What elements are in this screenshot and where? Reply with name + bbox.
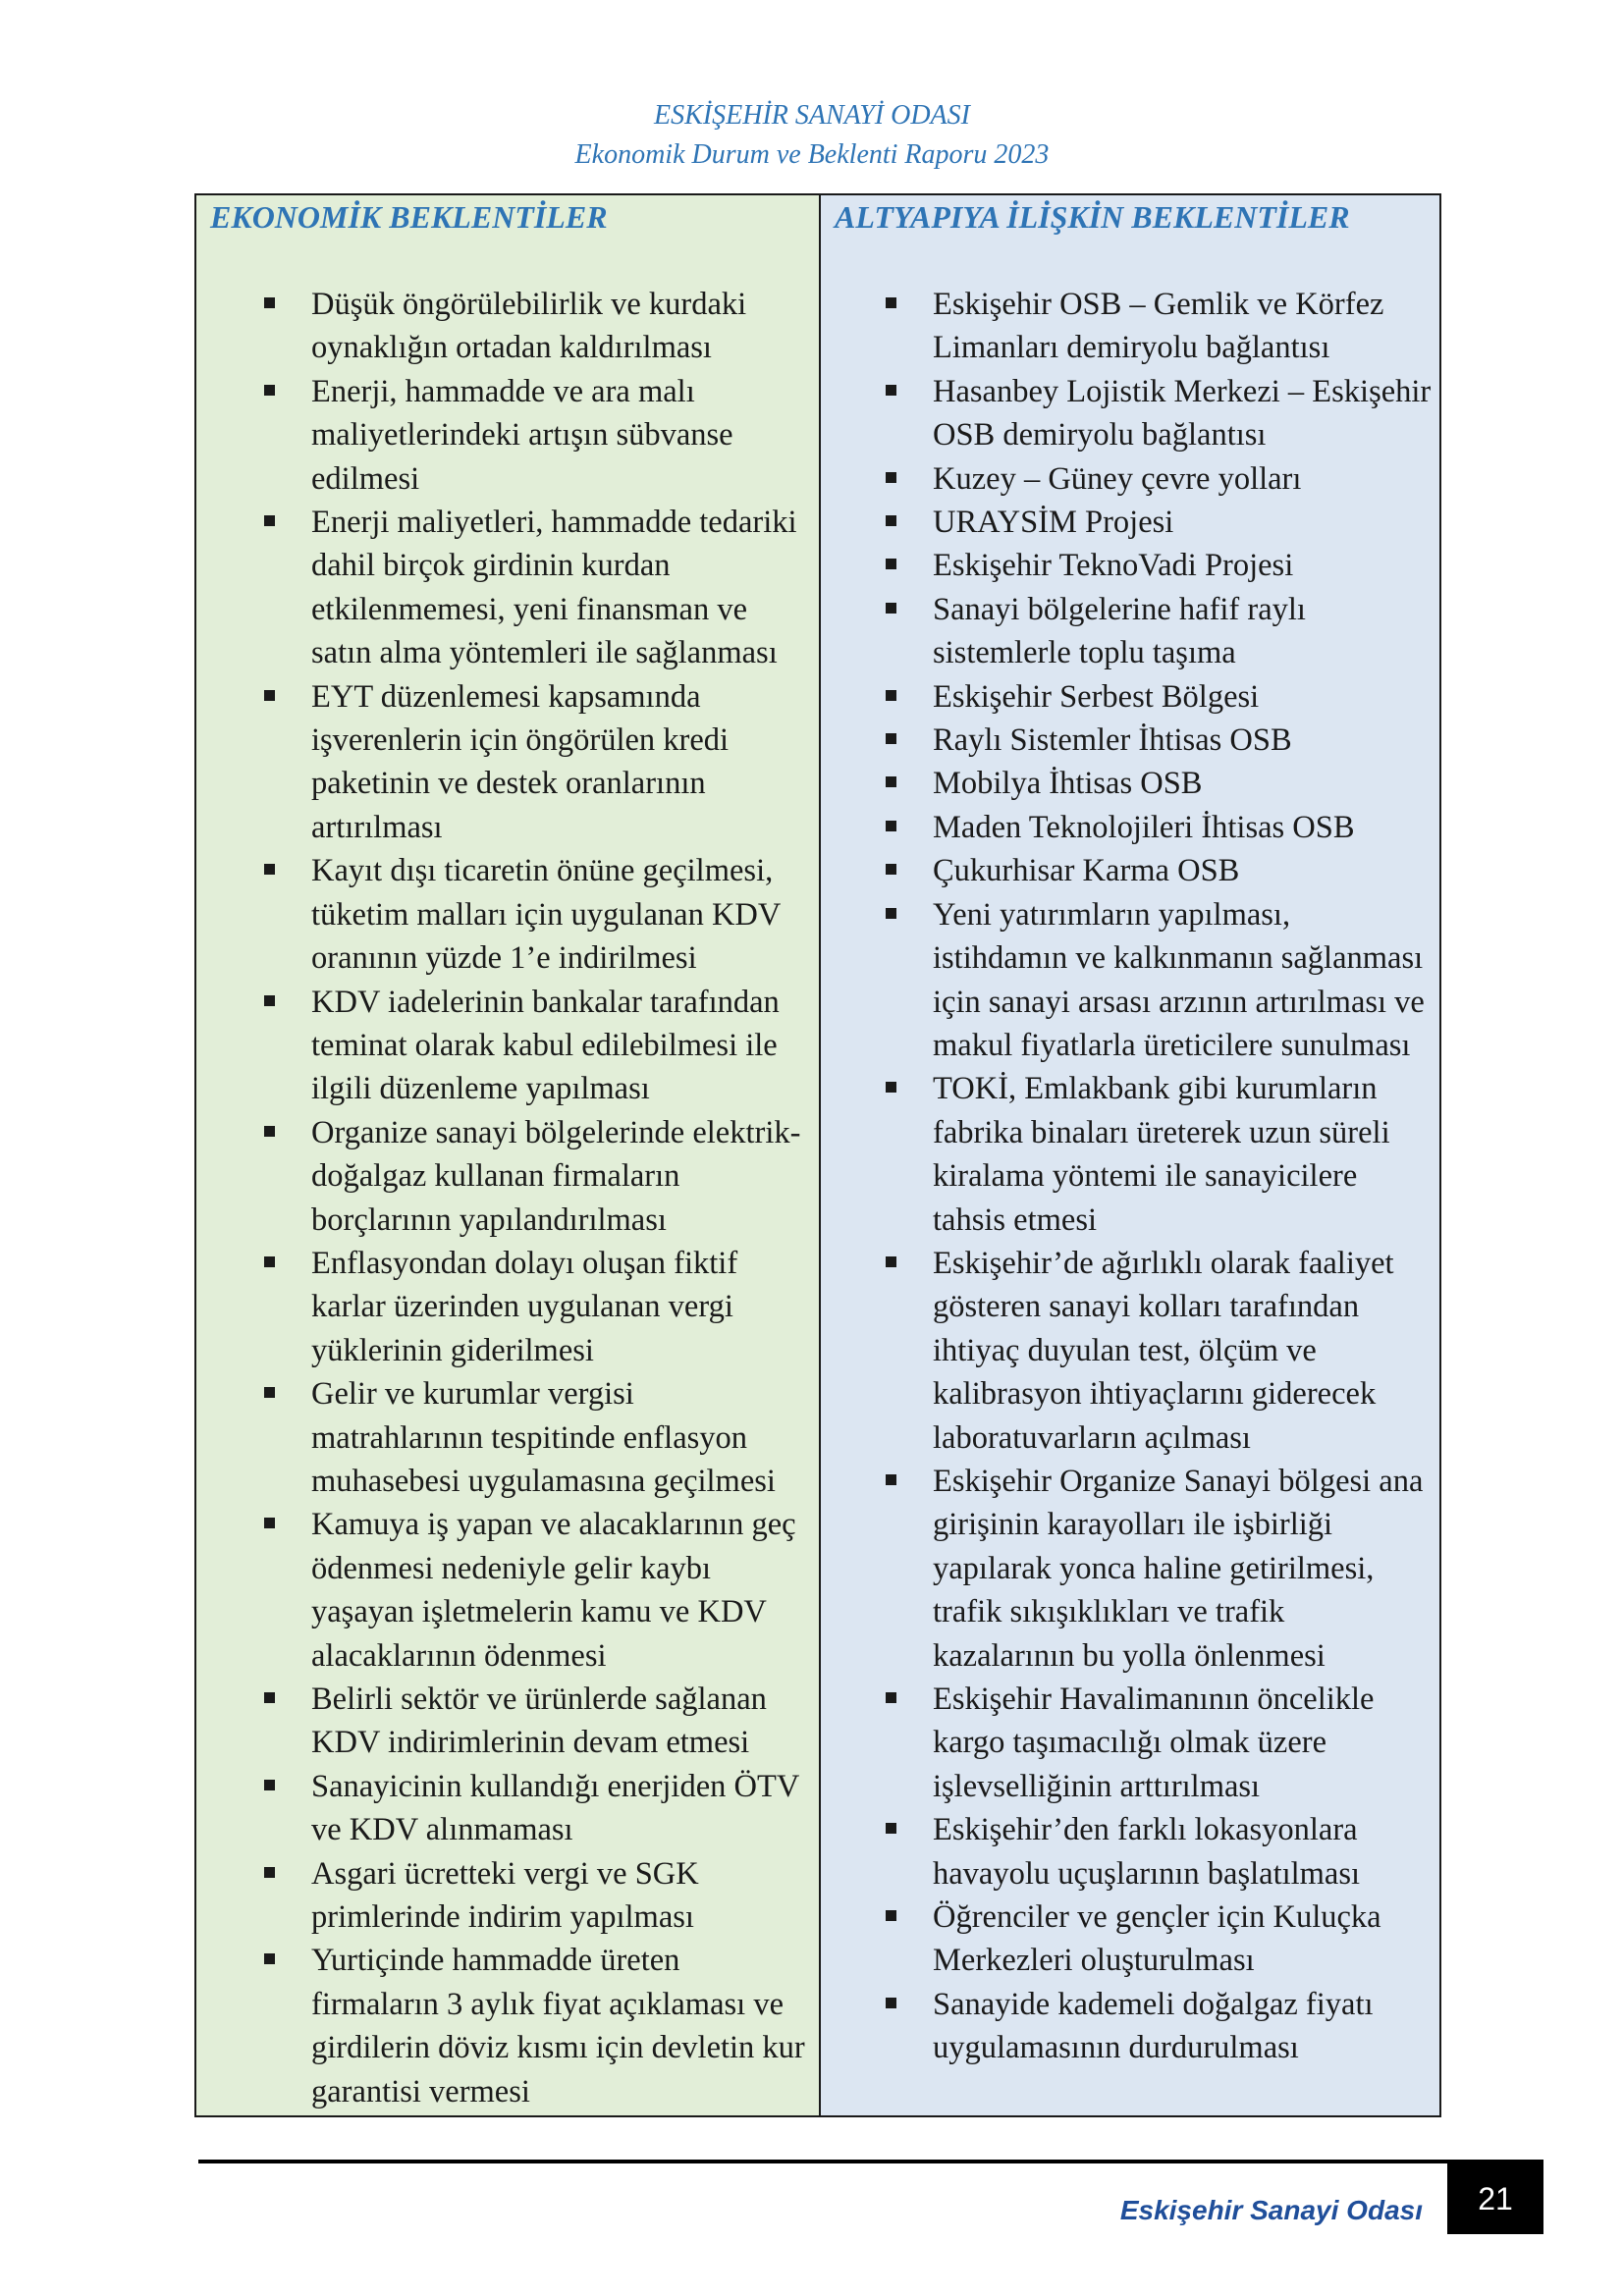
infrastructure-expectations-title: ALTYAPIYA İLİŞKİN BEKLENTİLER: [835, 199, 1350, 235]
list-item: [821, 1242, 1439, 1460]
list-item-text: Raylı Sistemler İhtisas OSB: [933, 722, 1292, 759]
list-item: [196, 501, 819, 675]
list-item-text: Eskişehir’de ağırlıklı olarak faaliyet gösteren sanayi kolları tarafından ihtiyaç duyulan test, ölçüm ve kalibrasyon ihtiyaçlarını giderecek laboratuvarların açılması: [933, 1245, 1394, 1456]
list-item-text: Organize sanayi bölgelerinde elektrik-doğalgaz kullanan firmaların borçlarının yapılandırılması: [311, 1114, 801, 1238]
list-item: [821, 1460, 1439, 1678]
header-report-title: Ekonomik Durum ve Beklenti Raporu 2023: [574, 139, 1050, 170]
list-item-text: Maden Teknolojileri İhtisas OSB: [933, 809, 1355, 845]
list-item: [196, 1503, 819, 1678]
square-bullet-icon: [264, 1867, 275, 1878]
list-item-text: Eskişehir’den farklı lokasyonlara havayolu uçuşlarının başlatılması: [933, 1812, 1361, 1892]
square-bullet-icon: [886, 385, 896, 396]
square-bullet-icon: [264, 1692, 275, 1703]
list-item: [196, 981, 819, 1111]
list-item: [821, 806, 1439, 849]
square-bullet-icon: [886, 1474, 896, 1485]
list-item: [821, 893, 1439, 1068]
square-bullet-icon: [886, 864, 896, 875]
list-item-text: Düşük öngörülebilirlik ve kurdaki oynaklığın ortadan kaldırılması: [311, 287, 747, 366]
square-bullet-icon: [886, 908, 896, 919]
square-bullet-icon: [264, 995, 275, 1006]
square-bullet-icon: [886, 1910, 896, 1921]
economic-expectations-list: [196, 283, 819, 2113]
square-bullet-icon: [264, 515, 275, 526]
expectations-table: [194, 193, 1441, 2117]
list-item: [196, 1111, 819, 1242]
list-item: [821, 501, 1439, 544]
list-item-text: TOKİ, Emlakbank gibi kurumların fabrika binaları üreterek uzun süreli kiralama yöntemi ile sanayicilere tahsis etmesi: [933, 1071, 1390, 1238]
list-item-text: Eskişehir Havalimanının öncelikle kargo taşımacılığı olmak üzere işlevselliğinin arttırılması: [933, 1682, 1375, 1804]
list-item-text: Enerji, hammadde ve ara malı maliyetlerindeki artışın sübvanse edilmesi: [311, 373, 733, 497]
list-item-text: EYT düzenlemesi kapsamında işverenlerin için öngörülen kredi paketinin ve destek oranlarının artırılması: [311, 678, 730, 845]
square-bullet-icon: [886, 1256, 896, 1267]
square-bullet-icon: [264, 690, 275, 701]
list-item: [821, 1678, 1439, 1808]
header-organization: ESKİŞEHİR SANAYİ ODASI: [654, 100, 970, 131]
page-header: [0, 96, 1624, 175]
square-bullet-icon: [886, 515, 896, 526]
economic-expectations-column: [196, 195, 821, 2115]
list-item-text: Eskişehir TeknoVadi Projesi: [933, 548, 1294, 584]
list-item-text: Mobilya İhtisas OSB: [933, 766, 1203, 802]
list-item: [196, 283, 819, 370]
list-item-text: Enflasyondan dolayı oluşan fiktif karlar üzerinden uygulanan vergi yüklerinin giderilmesi: [311, 1245, 738, 1368]
economic-expectations-title: EKONOMİK BEKLENTİLER: [210, 199, 608, 235]
list-item-text: Yeni yatırımların yapılması, istihdamın ve kalkınmanın sağlanması için sanayi arsası arzının artırılması ve makul fiyatlarla üreticilere sunulması: [933, 896, 1425, 1063]
list-item-text: Enerji maliyetleri, hammadde tedariki dahil birçok girdinin kurdan etkilenmemesi, yeni finansman ve satın alma yöntemleri ile sağlanması: [311, 505, 797, 671]
square-bullet-icon: [264, 1387, 275, 1398]
square-bullet-icon: [886, 733, 896, 744]
list-item: [196, 1939, 819, 2113]
list-item: [821, 1808, 1439, 1896]
list-item: [196, 1242, 819, 1372]
list-item: [196, 1372, 819, 1503]
list-item-text: URAYSİM Projesi: [933, 505, 1174, 541]
list-item-text: Öğrenciler ve gençler için Kuluçka Merkezleri oluşturulması: [933, 1899, 1381, 1979]
square-bullet-icon: [886, 690, 896, 701]
square-bullet-icon: [886, 1692, 896, 1703]
square-bullet-icon: [886, 821, 896, 831]
list-item-text: Sanayicinin kullandığı enerjiden ÖTV ve KDV alınmaması: [311, 1768, 799, 1848]
infrastructure-expectations-column: [821, 195, 1439, 2115]
list-item: [821, 1896, 1439, 1983]
list-item-text: Sanayi bölgelerine hafif raylı sistemlerle toplu taşıma: [933, 591, 1306, 671]
list-item: [196, 1765, 819, 1852]
square-bullet-icon: [264, 1780, 275, 1790]
square-bullet-icon: [886, 559, 896, 569]
list-item-text: Sanayide kademeli doğalgaz fiyatı uygulamasının durdurulması: [933, 1986, 1374, 2066]
list-item: [821, 719, 1439, 762]
list-item-text: Kuzey – Güney çevre yolları: [933, 460, 1302, 497]
square-bullet-icon: [264, 864, 275, 875]
square-bullet-icon: [264, 1953, 275, 1964]
list-item: [821, 1067, 1439, 1242]
square-bullet-icon: [886, 1998, 896, 2008]
list-item: [821, 544, 1439, 587]
page-number: 21: [1447, 2163, 1543, 2234]
list-item: [196, 1852, 819, 1940]
list-item: [821, 457, 1439, 501]
square-bullet-icon: [264, 1256, 275, 1267]
list-item-text: Kamuya iş yapan ve alacaklarının geç ödenmesi nedeniyle gelir kaybı yaşayan işletmelerin kamu ve KDV alacaklarının ödenmesi: [311, 1507, 796, 1674]
list-item-text: Belirli sektör ve ürünlerde sağlanan KDV indirimlerinin devam etmesi: [311, 1682, 767, 1761]
footer-divider: [198, 2160, 1543, 2163]
square-bullet-icon: [886, 1823, 896, 1834]
list-item: [196, 370, 819, 501]
list-item-text: Eskişehir Organize Sanayi bölgesi ana girişinin karayolları ile işbirliği yapılarak yonca haline getirilmesi, trafik sıkışıklıkları ve trafik kazalarının bu yolla önlenmesi: [933, 1463, 1424, 1674]
infrastructure-expectations-list: [821, 283, 1439, 2070]
list-item-text: Çukurhisar Karma OSB: [933, 853, 1240, 889]
list-item-text: Eskişehir Serbest Bölgesi: [933, 678, 1260, 715]
square-bullet-icon: [886, 472, 896, 483]
list-item: [196, 675, 819, 850]
square-bullet-icon: [886, 603, 896, 614]
list-item: [196, 1678, 819, 1765]
list-item-text: Eskişehir OSB – Gemlik ve Körfez Limanları demiryolu bağlantısı: [933, 287, 1384, 366]
square-bullet-icon: [886, 776, 896, 787]
list-item-text: Yurtiçinde hammadde üreten firmaların 3 aylık fiyat açıklaması ve girdilerin döviz kısmı için devletin kur garantisi vermesi: [311, 1943, 805, 2109]
list-item: [196, 849, 819, 980]
list-item: [821, 762, 1439, 805]
square-bullet-icon: [264, 385, 275, 396]
list-item: [821, 588, 1439, 675]
square-bullet-icon: [264, 1518, 275, 1528]
footer-organization: Eskişehir Sanayi Odası: [1119, 2195, 1423, 2225]
list-item: [821, 849, 1439, 892]
list-item-text: Gelir ve kurumlar vergisi matrahlarının tespitinde enflasyon muhasebesi uygulamasına geçilmesi: [311, 1376, 776, 1499]
list-item-text: Asgari ücretteki vergi ve SGK primlerinde indirim yapılması: [311, 1855, 699, 1936]
list-item-text: Hasanbey Lojistik Merkezi – Eskişehir OSB demiryolu bağlantısı: [933, 373, 1432, 454]
list-item-text: Kayıt dışı ticaretin önüne geçilmesi, tüketim malları için uygulanan KDV oranının yüzde 1’e indirilmesi: [311, 853, 781, 977]
square-bullet-icon: [264, 297, 275, 308]
list-item: [821, 1983, 1439, 2070]
list-item-text: KDV iadelerinin bankalar tarafından teminat olarak kabul edilebilmesi ile ilgili düzenleme yapılması: [311, 984, 780, 1107]
square-bullet-icon: [886, 297, 896, 308]
square-bullet-icon: [886, 1082, 896, 1093]
list-item: [821, 283, 1439, 370]
list-item: [821, 675, 1439, 719]
list-item: [821, 370, 1439, 457]
square-bullet-icon: [264, 1126, 275, 1137]
